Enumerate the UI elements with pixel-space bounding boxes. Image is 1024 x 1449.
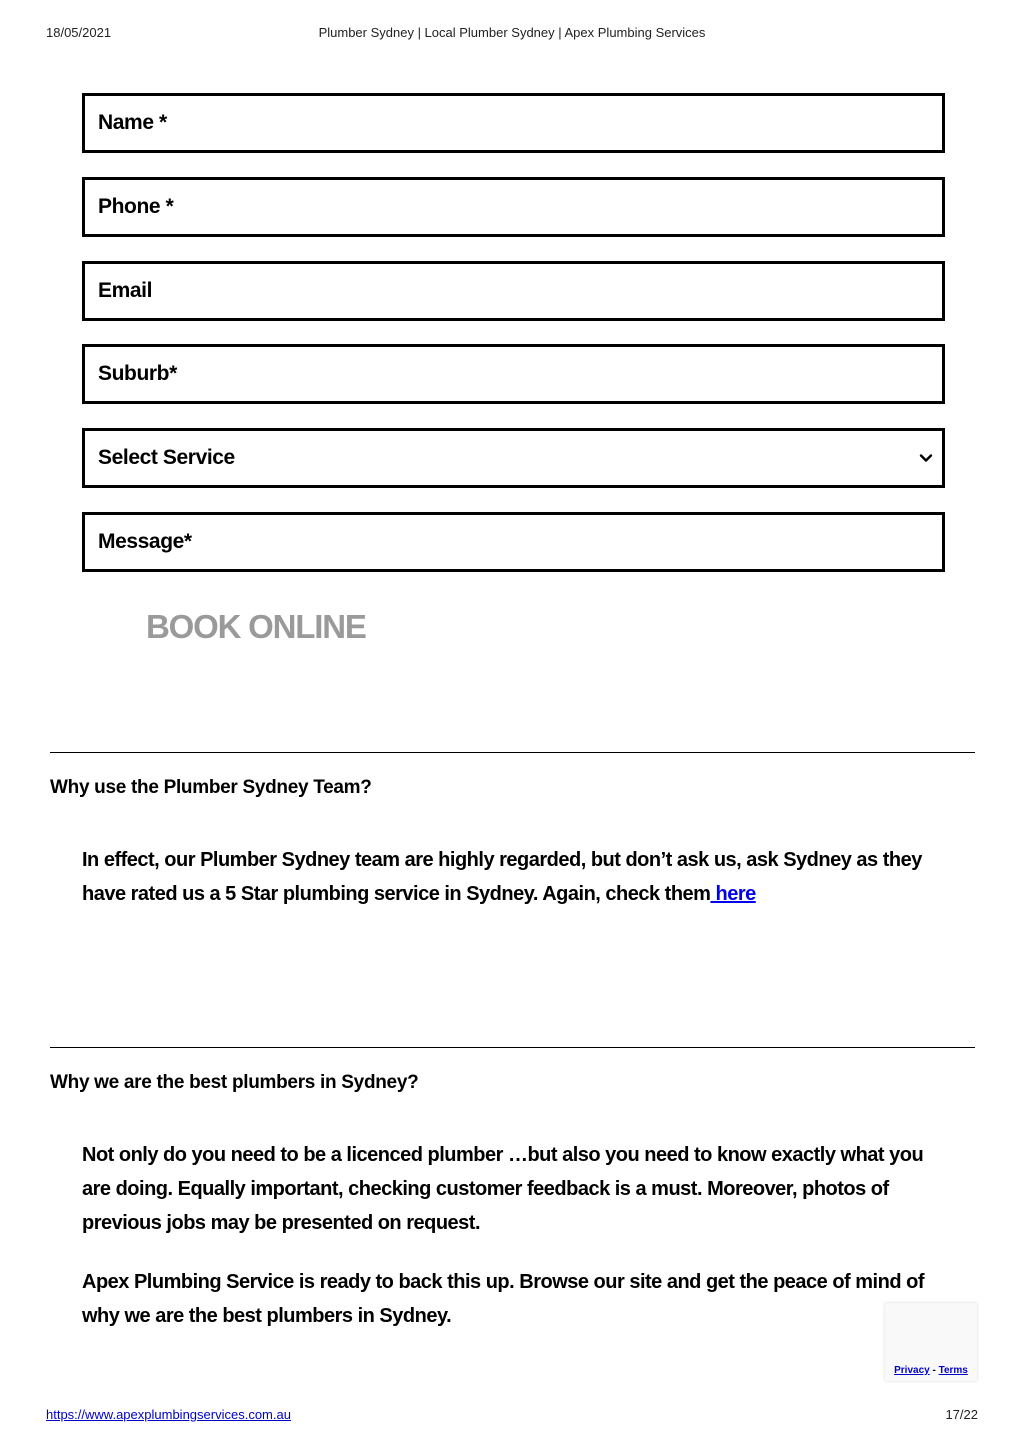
section-divider — [50, 1047, 975, 1048]
book-online-button[interactable]: BOOK ONLINE — [146, 608, 366, 645]
message-field-placeholder: Message* — [98, 530, 192, 553]
privacy-link[interactable]: Privacy — [894, 1365, 930, 1376]
section-heading-why-use: Why use the Plumber Sydney Team? — [50, 777, 372, 798]
name-field[interactable] — [82, 93, 945, 153]
print-date: 18/05/2021 — [46, 25, 112, 40]
service-select[interactable] — [82, 428, 945, 488]
service-select-value: Select Service — [98, 446, 235, 469]
section-paragraph: Apex Plumbing Service is ready to back this up. Browse our site and get the peace of mind of why we are the best plumbers in Sydney. — [82, 1271, 924, 1327]
section-divider — [50, 752, 975, 753]
chevron-down-icon — [919, 451, 933, 465]
message-field[interactable] — [82, 512, 945, 572]
recaptcha-badge — [885, 1303, 977, 1381]
phone-field-placeholder: Phone * — [98, 195, 174, 218]
paragraph-text: In effect, our Plumber Sydney team are highly regarded, but don’t ask us, ask Sydney as they have rated us a 5 Star plumbing service in Sydney. Again, check them — [82, 849, 922, 905]
terms-link[interactable]: Terms — [938, 1365, 968, 1376]
section-paragraph — [82, 843, 952, 911]
phone-field[interactable] — [82, 177, 945, 237]
suburb-field-placeholder: Suburb* — [98, 362, 177, 385]
link-separator: - — [929, 1365, 939, 1376]
here-link[interactable]: here — [710, 883, 756, 905]
footer-url-link[interactable]: https://www.apexplumbingservices.com.au — [46, 1407, 291, 1422]
name-field-placeholder: Name * — [98, 111, 167, 134]
section-heading-best-plumbers: Why we are the best plumbers in Sydney? — [50, 1072, 419, 1093]
email-field[interactable] — [82, 261, 945, 321]
print-page-title: Plumber Sydney | Local Plumber Sydney | Apex Plumbing Services — [318, 25, 706, 40]
suburb-field[interactable] — [82, 344, 945, 404]
section-paragraph: Not only do you need to be a licenced plumber …but also you need to know exactly what you are doing. Equally important, checking customer feedback is a must. Moreover, photos of previous jobs may be presented on request. — [82, 1144, 924, 1234]
recaptcha-links — [885, 1365, 977, 1376]
page-number: 17/22 — [945, 1407, 978, 1422]
email-field-placeholder: Email — [98, 279, 153, 302]
